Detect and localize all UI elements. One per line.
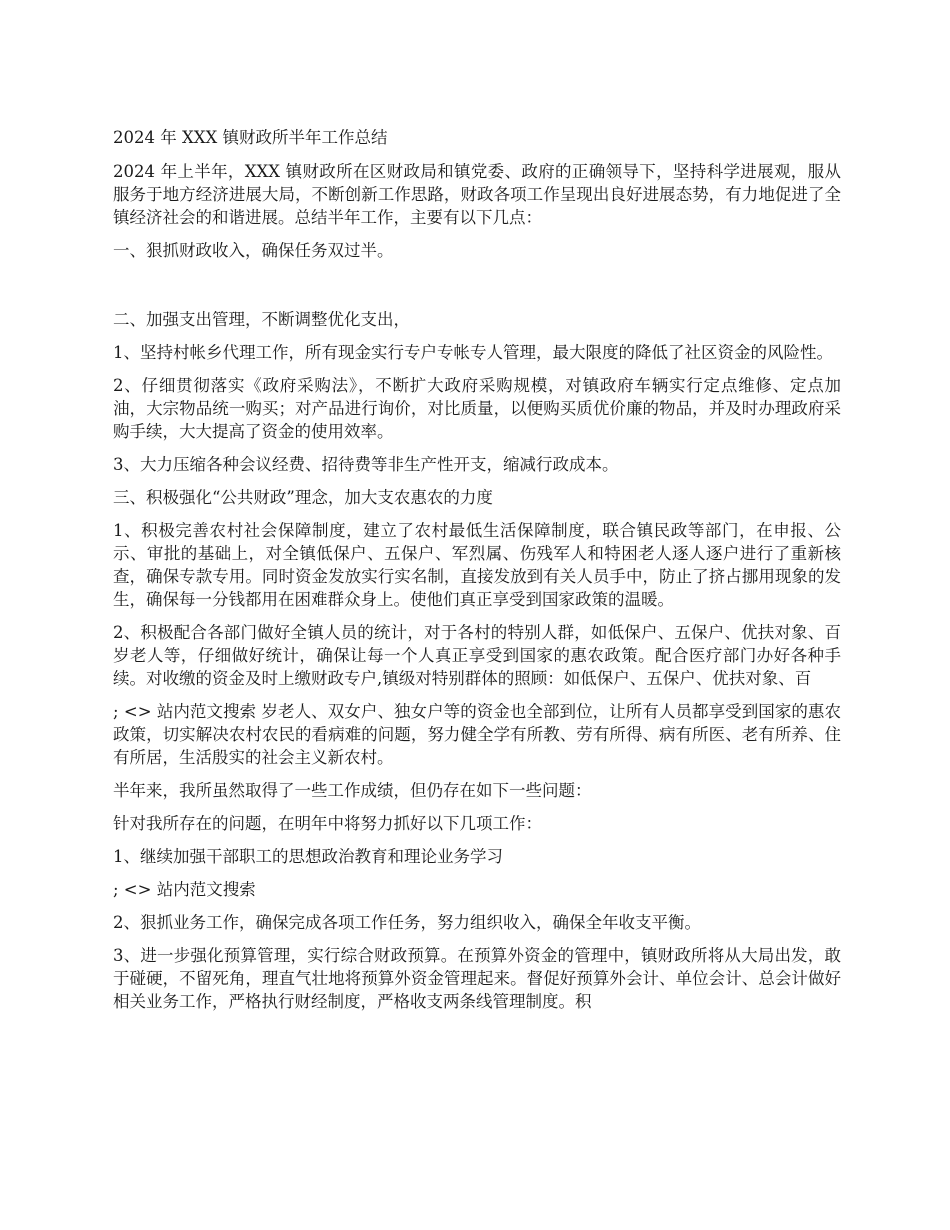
site-search-line: ; <> 站内范文搜索 bbox=[113, 880, 256, 899]
section-two-item-3: 3、大力压缩各种会议经费、招待费等非生产性开支，缩减行政成本。 bbox=[113, 455, 619, 474]
plan-item-2: 2、狠抓业务工作，确保完成各项工作任务，努力组织收入，确保全年收支平衡。 bbox=[113, 913, 701, 932]
intro-paragraph: 2024 年上半年，XXX 镇财政所在区财政局和镇党委、政府的正确领导下，坚持科学进展观，服从服务于地方经济进展大局，不断创新工作思路，财政各项工作呈现出良好进展态势，有力地促进了全镇经济社会的和谐进展。总结半年工作，主要有以下几点： bbox=[113, 162, 841, 227]
problems-paragraph: 半年来，我所虽然取得了一些工作成绩，但仍存在如下一些问题： bbox=[113, 781, 592, 800]
plan-item-1: 1、继续加强干部职工的思想政治教育和理论业务学习 bbox=[113, 847, 503, 866]
plans-intro-paragraph: 针对我所存在的问题，在明年中将努力抓好以下几项工作： bbox=[113, 814, 542, 833]
section-three-heading: 三、积极强化“公共财政”理念，加大支农惠农的力度 bbox=[113, 488, 493, 507]
section-one-heading: 一、狠抓财政收入，确保任务双过半。 bbox=[113, 241, 394, 260]
document-page bbox=[113, 126, 841, 1023]
section-three-item-2: 2、积极配合各部门做好全镇人员的统计，对于各村的特别人群，如低保户、五保户、优扶对象、百岁老人等，仔细做好统计，确保让每一个人真正享受到国家的惠农政策。配合医疗部门办好各种手续。对收缴的资金及时上缴财政专户,镇级对特别群体的照顾：如低保户、五保户、优扶对象、百 bbox=[113, 623, 841, 688]
document-title: 2024 年 XXX 镇财政所半年工作总结 bbox=[113, 128, 388, 147]
section-three-item-2-continued: ; <> 站内范文搜索 岁老人、双女户、独女户等的资金也全部到位，让所有人员都享受到国家的惠农政策，切实解决农村农民的看病难的问题，努力健全学有所教、劳有所得、病有所医、老有所养、住有所居，生活殷实的社会主义新农村。 bbox=[113, 702, 841, 767]
section-three-item-1: 1、积极完善农村社会保障制度，建立了农村最低生活保障制度，联合镇民政等部门，在申报、公示、审批的基础上，对全镇低保户、五保户、军烈属、伤残军人和特困老人逐人逐户进行了重新核查，确保专款专用。同时资金发放实行实名制，直接发放到有关人员手中，防止了挤占挪用现象的发生，确保每一分钱都用在困难群众身上。使他们真正享受到国家政策的温暖。 bbox=[113, 521, 841, 609]
section-two-item-1: 1、坚持村帐乡代理工作，所有现金实行专户专帐专人管理，最大限度的降低了社区资金的风险性。 bbox=[113, 343, 833, 362]
section-two-heading: 二、加强支出管理，不断调整优化支出， bbox=[113, 310, 410, 329]
plan-item-3: 3、进一步强化预算管理，实行综合财政预算。在预算外资金的管理中，镇财政所将从大局出发，敢于碰硬，不留死角，理直气壮地将预算外资金管理起来。督促好预算外会计、单位会计、总会计做好相关业务工作，严格执行财经制度，严格收支两条线管理制度。积 bbox=[113, 946, 841, 1011]
section-two-item-2: 2、仔细贯彻落实《政府采购法》，不断扩大政府采购规模，对镇政府车辆实行定点维修、定点加油，大宗物品统一购买；对产品进行询价，对比质量，以便购买质优价廉的物品，并及时办理政府采购手续，大大提高了资金的使用效率。 bbox=[113, 376, 841, 441]
